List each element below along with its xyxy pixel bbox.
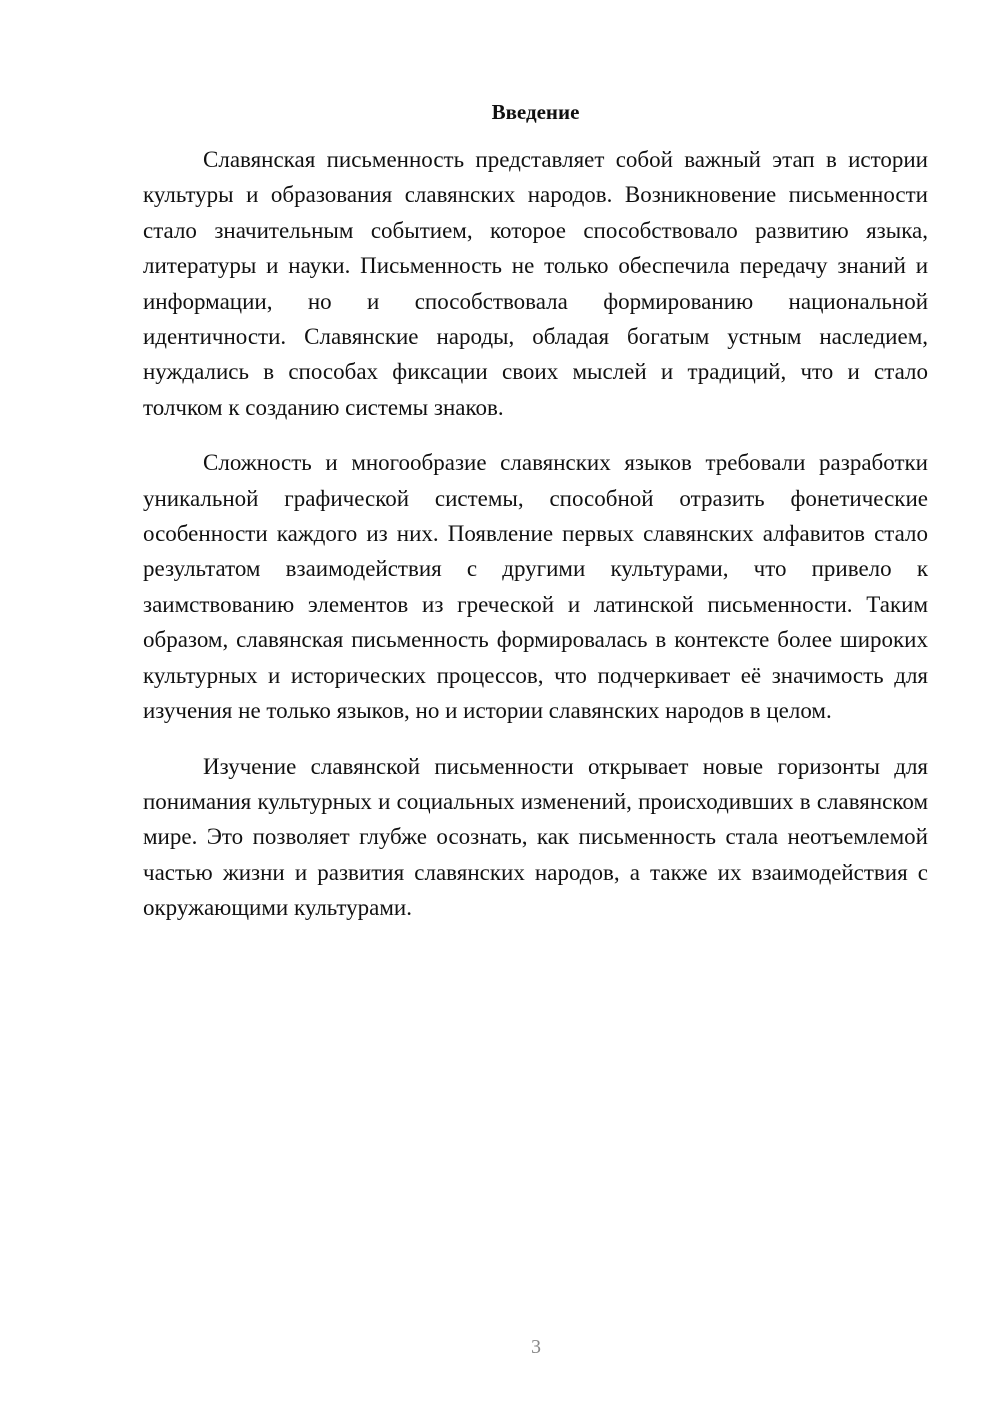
paragraph-1: Славянская письменность представляет собой важный этап в истории культуры и образования славянских народов. Возникновение письменности стало значительным событием, которое способствовало развитию языка, литературы и науки. Письменность не только обеспечила передачу знаний и информации, но и способствовала формированию национальной идентичности. Славянские народы, обладая богатым устным наследием, нуждались в способах фиксации своих мыслей и традиций, что и стало толчком к созданию системы знаков. — [143, 147, 928, 420]
page-title: Введение — [491, 100, 580, 124]
paragraph-2: Сложность и многообразие славянских языков требовали разработки уникальной графической системы, способной отразить фонетические особенности каждого из них. Появление первых славянских алфавитов стало результатом взаимодействия с другими культурами, что привело к заимствованию элементов из греческой и латинской письменности. Таким образом, славянская письменность формировалась в контексте более широких культурных и исторических процессов, что подчеркивает её значимость для изучения не только языков, но и истории славянских народов в целом. — [143, 450, 928, 724]
paragraph-3: Изучение славянской письменности открывает новые горизонты для понимания культурных и социальных изменений, происходивших в славянском мире. Это позволяет глубже осознать, как письменность стала неотъемлемой частью жизни и развития славянских народов, а также их взаимодействия с окружающими культурами. — [143, 753, 928, 921]
page-number: 3 — [531, 1336, 541, 1358]
body-text — [143, 142, 928, 946]
